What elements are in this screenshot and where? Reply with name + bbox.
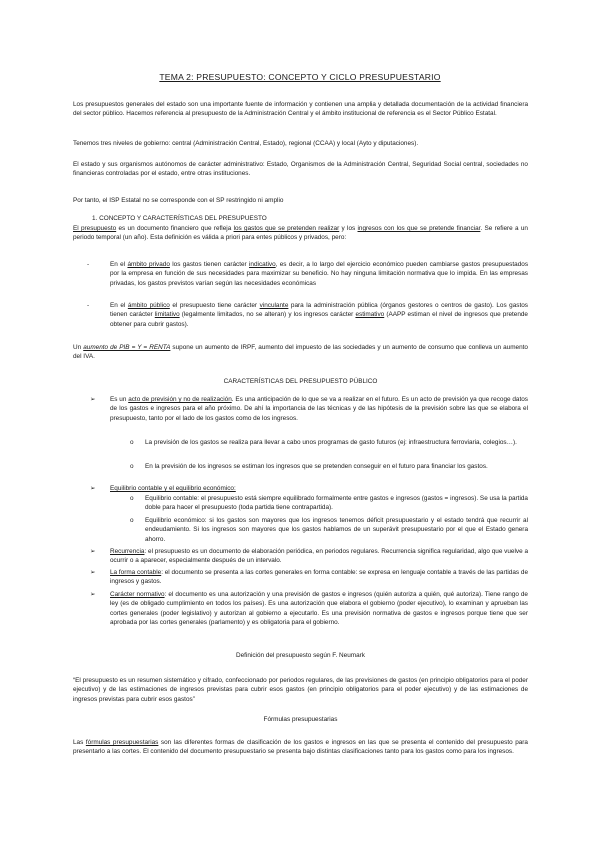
pib-paragraph [73,343,528,362]
caracteristica-recurrencia [110,547,528,566]
pib-a: Un [73,344,84,351]
prevision-ingresos: En la previsión de los ingresos se estiman los ingresos que se pretenden conseguir en el futuro para financiar los gastos. [145,463,488,470]
neumark-heading: Definición del presupuesto según F. Neumark [236,652,365,659]
caracteristica-prevision [110,395,528,423]
c5-b: : el documento es una autorización y una previsión de gastos e ingresos (quién autoriza a quién, qué autoriza). Tiene rango de ley (es de obligado cumplimiento en todos los países). Es una autorización que elabora el gobierno (poder ejecutivo), lo examinan y aprueban las cortes generales (poder legislativo) y autorizan al gobierno a ejecutarlo. Es una previsión normativa de gastos e ingresos porque tiene que ser aprobada por las cortes generales (parlamento) y es obligatoria para el gobierno. [110,591,528,627]
equilibrio-economico: Equilibrio económico: si los gastos son mayores que los ingresos tenemos déficit presupuestario y el estado tendrá que recurrir al endeudamiento. Si los ingresos son mayores que los gastos hablamos de un superávit presupuestario por el que el Estado genera ahorro. [145,517,528,543]
formulas-paragraph [73,738,528,757]
formulas-heading: Fórmulas presupuestarias [263,716,338,723]
c3-term: Recurrencia [110,548,145,555]
caracteristicas-heading: CARACTERÍSTICAS DEL PRESUPUESTO PÚBLICO [223,378,378,385]
publico-limitativo: limitativo [154,311,180,319]
dash-marker: - [87,302,90,309]
circle-bullet-icon: o [130,463,134,470]
publico-b: el presupuesto tiene carácter [169,302,260,309]
publico-d: (legalmente limitados, no se alteran) y los ingresos carácter [179,311,356,319]
document-title: TEMA 2: PRESUPUESTO: CONCEPTO Y CICLO PRESUPUESTARIO [159,72,441,82]
arrow-bullet-icon: ➢ [90,396,96,403]
publico-estimativo: estimativo [355,311,385,319]
neumark-quote: “El presupuesto es un resumen sistemático y cifrado, confeccionado por periodos regulares, de las previsiones de gastos (en principio obligatorios para el poder ejecutivo) y de las estimaciones de ingresos previstas para cubrir esos gastos (en principio obligatorios para el poder ejecutivo) y de las estimaciones de ingresos previstas para cubrir esos gastos” [73,677,528,703]
arrow-bullet-icon: ➢ [90,548,96,555]
privado-b: los gastos tienen carácter [169,261,249,268]
caracteristica-normativo [110,590,528,628]
publico-a: En el [110,302,128,309]
c1-a: Es un [110,396,129,403]
c2-term: Equilibrio contable y el equilibrio económico: [110,485,236,492]
publico-e: (AAPP estiman el nivel de ingresos que pretende obtener para cubrir gastos). [110,311,528,328]
privado-term: ámbito privado [127,261,170,268]
def-text-1: es un documento financiero que refleja [116,225,234,232]
c4-b: : el documento se presenta a las cortes generales en forma contable: se expresa en lenguaje contable a través de las partidas de ingresos y gastos. [110,569,528,586]
c1-b: . Es una anticipación de lo que se va a realizar en el futuro. Es un acto de previsión ya que recoge datos de los gastos e ingresos para el año próximo. De ahí la importancia de las técnicas y de las hipótesis de la previsión sobre las que se elabora el presupuesto, tanto por el lado de los gastos como de los ingresos. [110,396,528,422]
publico-vinculante: vinculante [259,302,289,309]
arrow-bullet-icon: ➢ [90,591,96,598]
intro-paragraph: Los presupuestos generales del estado son una importante fuente de información y contienen una amplia y detallada documentación de la actividad financiera del sector público. Hacemos referencia al presupuesto de la Administración Central y el ámbito institucional de referencia es el Sector Público Estatal. [73,101,528,118]
privado-indicativo: indicativo [249,261,276,268]
c5-term: Carácter normativo [110,591,165,598]
arrow-bullet-icon: ➢ [90,569,96,576]
prevision-gastos: La previsión de los gastos se realiza para llevar a cabo unos programas de gasto futuros (ej: infraestructura ferroviaria, colegios…). [145,439,517,446]
circle-bullet-icon: o [130,517,134,524]
equilibrio-contable: Equilibrio contable: el presupuesto está siempre equilibrado formalmente entre gastos e ingresos (gastos = ingresos). Se usa la partida doble para hacer el presupuesto (toda partida tiene contrapartida). [145,495,528,512]
niveles-paragraph: Tenemos tres niveles de gobierno: central (Administración Central, Estado), regional (CCAA) y local (Ayto y diputaciones). [73,140,419,147]
arrow-bullet-icon: ➢ [90,485,96,492]
pib-b: supone un aumento de IRPF, aumento del impuesto de las sociedades y un aumento de consumo que conlleva un aumento del IVA. [73,344,528,361]
publico-term: ámbito público [127,302,170,309]
formulas-a: Las [73,739,86,746]
formulas-b: son las diferentes formas de clasificación de los gastos e ingresos en las que se presenta el contenido del presupuesto para presentarlo a las cortes. El contenido del documento presupuestario se presenta bajo distintas clasificaciones tanto para los gastos como para los ingresos. [73,739,528,756]
privado-c: , es decir, a lo largo del ejercicio económico pueden cambiarse gastos presupuestados por la empresa en función de sus necesidades para maximizar su beneficio. No hay ninguna limitación normativa que lo impida. En las empresas privadas, los gastos previstos varían según las necesidades económicas [110,261,529,287]
c1-term: acto de previsión y no de realización [128,396,232,403]
privado-a: En el [110,261,128,268]
circle-bullet-icon: o [130,439,134,446]
publico-paragraph [110,301,528,329]
dash-marker: - [87,261,90,268]
term-presupuesto: El presupuesto [73,225,117,232]
pib-term: aumento de PIB = Y = RENTA [83,344,171,351]
term-gastos: los gastos que se pretenden realizar [233,225,340,232]
caracteristica-forma-contable [110,568,528,587]
circle-bullet-icon: o [130,495,134,502]
c4-term: La forma contable [110,569,162,576]
def-text-2: y los [339,225,358,232]
publico-c: para la administración pública (órganos gestores o centros de gasto). Los gastos tienen carácter [110,302,529,319]
formulas-term: fórmulas presupuestarias [85,739,159,746]
estado-paragraph: El estado y sus organismos autónomos de carácter administrativo: Estado, Organismos de la Administración Central, Seguridad Social central, sociedades no financieras controladas por el estado, entre otras instituciones. [73,161,528,178]
isp-paragraph: Por tanto, el ISP Estatal no se corresponde con el SP restringido ni amplio [73,197,284,204]
term-ingresos: ingresos con los que se pretende financiar [357,225,481,232]
definition-paragraph [73,224,528,243]
privado-paragraph [110,260,528,288]
section-heading-1: 1. CONCEPTO Y CARACTERÍSTICAS DEL PRESUPUESTO [92,215,267,222]
caracteristica-equilibrio [110,484,528,493]
def-text-3: . Se refiere a un periodo temporal (un año). Esta definición es válida a priori para entes públicos y privados, pero: [73,225,528,242]
c3-b: : el presupuesto es un documento de elaboración periódica, en periodos regulares. Recurrencia significa regularidad, algo que vuelve a ocurrir o a aparecer, especialmente después de un intervalo. [110,548,528,565]
